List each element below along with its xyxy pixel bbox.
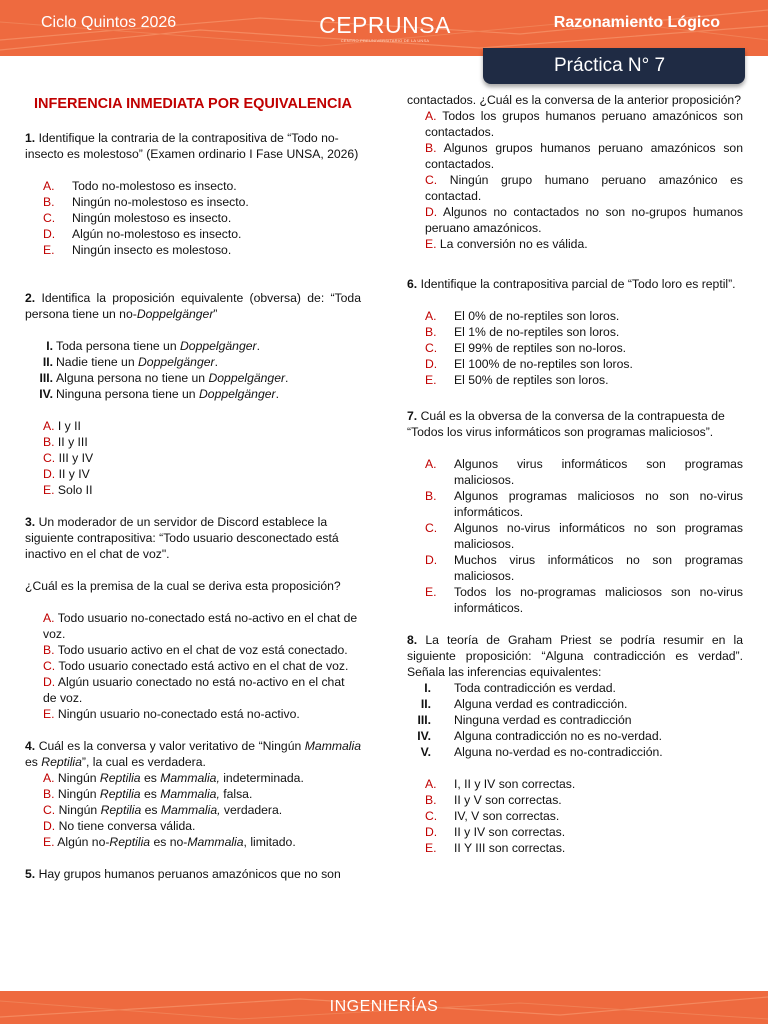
statement: II. Alguna verdad es contradicción. (420, 697, 628, 711)
option[interactable]: A. Algunos virus informáticos son programas maliciosos. (425, 457, 743, 487)
question-2: 2. Identifica la proposición equivalente (obversa) de: “Toda persona tiene un no-Doppelgänger” (25, 291, 361, 321)
question-3-options (25, 610, 361, 722)
question-8: 8. La teoría de Graham Priest se podría resumir en la siguiente proposición: “Alguna contradicción es verdad”. Señala las inferencias equivalentes: (407, 633, 744, 679)
question-1: 1. Identifique la contraria de la contrapositiva de “Todo no-insecto es molestoso” (Examen ordinario I Fase UNSA, 2026) (25, 131, 359, 161)
question-7: 7. Cuál es la obversa de la conversa de la contrapuesta de “Todos los virus informáticos son programas maliciosos”. (407, 409, 725, 439)
option[interactable]: E. La conversión no es válida. (425, 237, 588, 251)
option[interactable]: A. Todo usuario no-conectado está no-activo en el chat de voz. (43, 611, 358, 641)
statement: I. Toda persona tiene un Doppelgänger. (46, 339, 260, 353)
question-7-options (407, 456, 743, 616)
question-6-options (407, 308, 743, 388)
left-column (25, 92, 361, 882)
option[interactable]: D. Algún no-molestoso es insecto. (43, 227, 242, 241)
section-title: INFERENCIA INMEDIATA POR EQUIVALENCIA (34, 96, 352, 112)
question-2-statements (25, 338, 361, 402)
option[interactable]: B. Ningún no-molestoso es insecto. (43, 195, 249, 209)
option[interactable]: B. Algunos grupos humanos peruano amazónicos son contactados. (425, 141, 743, 171)
option[interactable]: E. II Y III son correctas. (425, 841, 566, 855)
option[interactable]: A. Todo no-molestoso es insecto. (43, 179, 237, 193)
statement: II. Nadie tiene un Doppelgänger. (42, 355, 218, 369)
logo-tagline: CENTRO PREUNIVERSITARIO DE LA UNSA (340, 38, 430, 43)
option[interactable]: A. I, II y IV son correctas. (425, 777, 576, 791)
statement: I. Toda contradicción es verdad. (424, 681, 616, 695)
option[interactable]: E. Algún no-Reptilia es no-Mammalia, limitado. (43, 835, 296, 849)
option[interactable]: D. II y IV son correctas. (425, 825, 566, 839)
question-5-options (407, 108, 743, 252)
question-3-prompt: ¿Cuál es la premisa de la cual se deriva esta proposición? (25, 579, 341, 593)
option[interactable]: C. Algunos no-virus informáticos no son programas maliciosos. (425, 521, 743, 551)
statement: IV. Alguna contradicción no es no-verdad. (417, 729, 662, 743)
option[interactable]: B. II y III (43, 435, 88, 449)
statement: IV. Ninguna persona tiene un Doppelgänger. (39, 387, 279, 401)
page-footer (0, 991, 768, 1024)
option[interactable]: B. Ningún Reptilia es Mammalia, falsa. (43, 787, 253, 801)
footer-label: INGENIERÍAS (329, 998, 439, 1015)
question-6: 6. Identifique la contrapositiva parcial de “Todo loro es reptil”. (407, 277, 736, 291)
option[interactable]: D. El 100% de no-reptiles son loros. (425, 357, 633, 371)
logo-text: CEPRUNSA (319, 12, 451, 38)
question-8-statements (407, 680, 743, 760)
right-column (407, 92, 743, 856)
ceprunsa-logo (310, 12, 460, 46)
option[interactable]: E. Ningún usuario no-conectado está no-activo. (43, 707, 300, 721)
statement: III. Alguna persona no tiene un Doppelgänger. (39, 371, 289, 385)
option[interactable]: B. Todo usuario activo en el chat de voz está conectado. (43, 643, 348, 657)
option[interactable]: A. Ningún Reptilia es Mammalia, indeterminada. (43, 771, 304, 785)
statement: V. Alguna no-verdad es no-contradicción. (420, 745, 663, 759)
cycle-label: Ciclo Quintos 2026 (41, 14, 177, 31)
option[interactable]: C. Ningún grupo humano peruano amazónico es contactad. (425, 173, 743, 203)
option[interactable]: C. Ningún molestoso es insecto. (43, 211, 232, 225)
option[interactable]: D. No tiene conversa válida. (43, 819, 196, 833)
option[interactable]: D. Algunos no contactados no son no-grupos humanos peruano amazónicos. (425, 205, 743, 235)
practice-tab (483, 48, 745, 84)
option[interactable]: D. II y IV (43, 467, 90, 481)
statement: III. Ninguna verdad es contradicción (417, 713, 632, 727)
option[interactable]: D. Algún usuario conectado no está no-activo en el chat de voz. (43, 675, 345, 705)
option[interactable]: C. Todo usuario conectado está activo en el chat de voz. (43, 659, 349, 673)
option[interactable]: C. III y IV (43, 451, 94, 465)
option[interactable]: B. II y V son correctas. (425, 793, 562, 807)
option[interactable]: A. Todos los grupos humanos peruano amazónicos son contactados. (425, 109, 743, 139)
option[interactable]: E. Ningún insecto es molestoso. (43, 243, 232, 257)
question-4: 4. Cuál es la conversa y valor veritativo de “Ningún Mammalia es Reptilia”, la cual es verdadera. (25, 739, 361, 769)
option[interactable]: D. Muchos virus informáticos no son programas maliciosos. (425, 553, 743, 583)
question-5: 5. Hay grupos humanos peruanos amazónicos que no son (25, 867, 341, 881)
question-5-continued: contactados. ¿Cuál es la conversa de la anterior proposición? (407, 93, 741, 107)
question-4-options (25, 770, 361, 850)
option[interactable]: E. El 50% de reptiles son loros. (425, 373, 609, 387)
option[interactable]: C. Ningún Reptilia es Mammalia, verdadera. (43, 803, 283, 817)
option[interactable]: E. Todos los no-programas maliciosos son no-virus informáticos. (425, 585, 743, 615)
option[interactable]: E. Solo II (43, 483, 93, 497)
course-label: Razonamiento Lógico (553, 14, 720, 31)
question-2-options (25, 418, 361, 498)
option[interactable]: B. Algunos programas maliciosos no son no-virus informáticos. (425, 489, 743, 519)
option[interactable]: C. El 99% de reptiles son no-loros. (425, 341, 627, 355)
question-1-options (25, 178, 361, 258)
question-8-options (407, 776, 743, 856)
option[interactable]: A. El 0% de no-reptiles son loros. (425, 309, 620, 323)
practice-label: Práctica N° 7 (554, 55, 666, 76)
option[interactable]: C. IV, V son correctas. (425, 809, 560, 823)
option[interactable]: A. I y II (43, 419, 81, 433)
option[interactable]: B. El 1% de no-reptiles son loros. (425, 325, 620, 339)
question-3: 3. Un moderador de un servidor de Discord establece la siguiente contrapositiva: “Todo usuario desconectado está inactivo en el chat de voz". (25, 515, 339, 561)
